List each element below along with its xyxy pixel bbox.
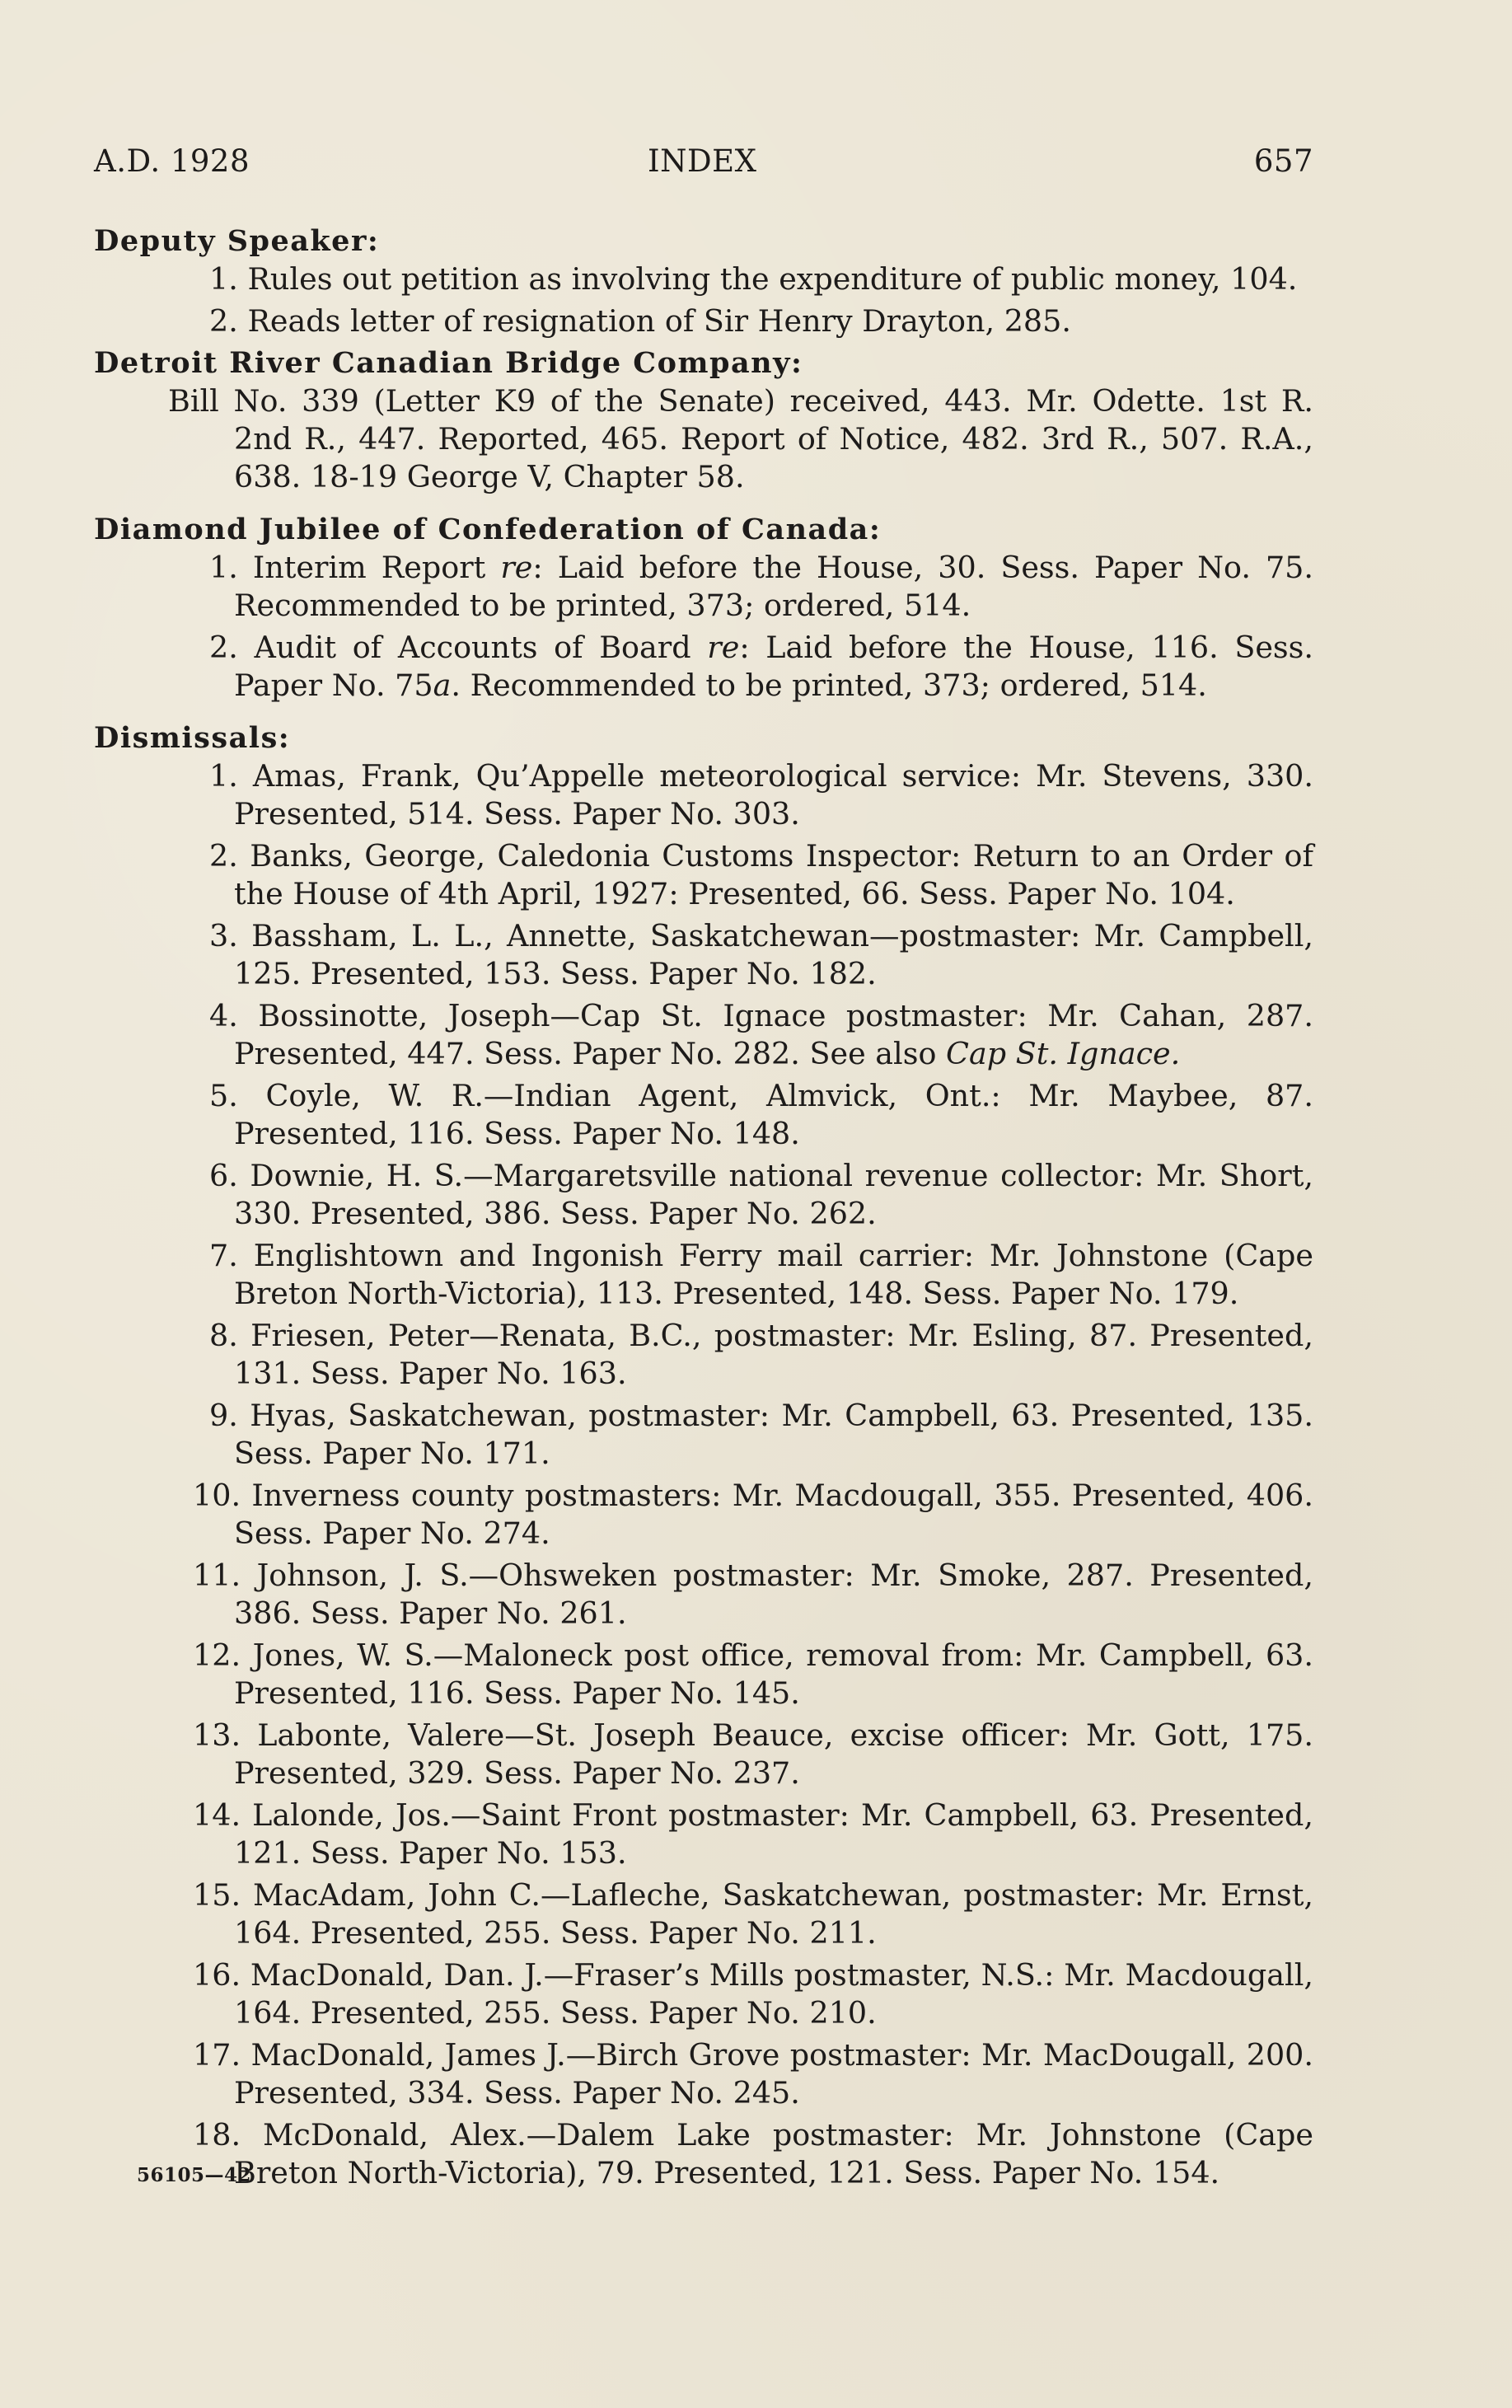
- page-number: 657: [1253, 143, 1313, 179]
- entry-number: 6.: [209, 1158, 238, 1193]
- header-year: A.D. 1928: [94, 143, 250, 179]
- entry-text: Banks, George, Caledonia Customs Inspector: Return to an Order of the House of 4th April, 1927: Presented, 66. Sess. Paper No. 104.: [234, 838, 1313, 911]
- index-entry: [94, 1717, 1313, 1792]
- running-head: [94, 143, 1313, 185]
- entry-text: Johnson, J. S.—Ohsweken postmaster: Mr. Smoke, 287. Presented, 386. Sess. Paper No. 261.: [234, 1558, 1313, 1631]
- entry-number: 3.: [209, 918, 238, 953]
- entry-number: 15.: [193, 1877, 241, 1913]
- index-heading-dismissals: Dismissals:: [94, 721, 291, 755]
- index-entry: [94, 1317, 1313, 1393]
- entry-text: Englishtown and Ingonish Ferry mail carrier: Mr. Johnstone (Cape Breton North-Victoria), 113. Presented, 148. Sess. Paper No. 179.: [234, 1238, 1313, 1311]
- entry-text: McDonald, Alex.—Dalem Lake postmaster: Mr. Johnstone (Cape Breton North-Victoria), 79. Presented, 121. Sess. Paper No. 154.: [234, 2117, 1313, 2190]
- index-entry: [94, 997, 1313, 1073]
- entry-number: 10.: [193, 1478, 241, 1513]
- entry-number: 5.: [209, 1078, 238, 1113]
- entry-text: Hyas, Saskatchewan, postmaster: Mr. Campbell, 63. Presented, 135. Sess. Paper No. 171.: [234, 1398, 1313, 1471]
- entry-number: 4.: [209, 998, 238, 1033]
- index-entry: [94, 1397, 1313, 1473]
- entry-number: 1.: [209, 261, 238, 297]
- entry-text: Bossinotte, Joseph—Cap St. Ignace postmaster: Mr. Cahan, 287. Presented, 447. Sess. Paper No. 282. See also: [234, 998, 1313, 1071]
- index-entry: [94, 629, 1313, 705]
- entry-number: 2.: [209, 630, 238, 665]
- entry-text: Lalonde, Jos.—Saint Front postmaster: Mr. Campbell, 63. Presented, 121. Sess. Paper No. 153.: [234, 1797, 1314, 1871]
- entry-text: Bassham, L. L., Annette, Saskatchewan—postmaster: Mr. Campbell, 125. Presented, 153. Sess. Paper No. 182.: [234, 918, 1313, 991]
- index-content: [94, 223, 1313, 2196]
- index-entry: [94, 1077, 1313, 1153]
- index-heading-diamond-jubilee: Diamond Jubilee of Confederation of Canada:: [94, 513, 882, 546]
- index-entry: [94, 1956, 1313, 2032]
- index-entry: [94, 1157, 1313, 1233]
- entry-number: 16.: [193, 1957, 241, 1993]
- entry-italic: Cap St. Ignace.: [946, 1036, 1181, 1071]
- index-heading-detroit-river: Detroit River Canadian Bridge Company:: [94, 346, 803, 380]
- entry-text: MacDonald, Dan. J.—Fraser’s Mills postmaster, N.S.: Mr. Macdougall, 164. Presented, 255. Sess. Paper No. 210.: [234, 1957, 1314, 2031]
- entry-text: Friesen, Peter—Renata, B.C., postmaster: Mr. Esling, 87. Presented, 131. Sess. Paper No. 163.: [234, 1318, 1313, 1391]
- entry-number: 2.: [209, 838, 238, 874]
- index-entry: [94, 757, 1313, 833]
- printer-code: 56105—42: [137, 2164, 252, 2186]
- index-entry: [94, 837, 1313, 913]
- entry-italic: re: [500, 550, 533, 585]
- entry-number: 1.: [209, 758, 238, 794]
- index-entry: [94, 302, 1313, 340]
- entry-text: . Recommended to be printed, 373; ordered, 514.: [451, 668, 1207, 703]
- index-entry: [94, 917, 1313, 993]
- index-entry: [94, 382, 1313, 496]
- entry-text: Inverness county postmasters: Mr. Macdougall, 355. Presented, 406. Sess. Paper No. 274.: [234, 1478, 1313, 1551]
- entry-number: 8.: [209, 1318, 238, 1353]
- entry-text: Bill No. 339 (Letter K9 of the Senate) received, 443. Mr. Odette. 1st R. 2nd R., 447. Reported, 465. Report of Notice, 482. 3rd R., 507. R.A., 638. 18-19 George V, Chapter 58.: [168, 383, 1313, 494]
- entry-text: : Laid before the House, 116. Sess. Paper No. 75: [234, 630, 1313, 703]
- entry-number: 1.: [209, 550, 238, 585]
- index-entry: [94, 1797, 1313, 1872]
- entry-number: 17.: [193, 2037, 241, 2073]
- header-title: INDEX: [648, 143, 757, 179]
- entry-text: MacAdam, John C.—Lafleche, Saskatchewan, postmaster: Mr. Ernst, 164. Presented, 255. Sess. Paper No. 211.: [234, 1877, 1313, 1951]
- entry-text: MacDonald, James J.—Birch Grove postmaster: Mr. MacDougall, 200. Presented, 334. Sess. Paper No. 245.: [234, 2037, 1313, 2111]
- index-entry: [94, 260, 1313, 298]
- index-entry: [94, 1477, 1313, 1553]
- entry-text: Jones, W. S.—Maloneck post office, removal from: Mr. Campbell, 63. Presented, 116. Sess. Paper No. 145.: [234, 1637, 1314, 1711]
- entry-number: 18.: [193, 2117, 241, 2153]
- index-entry: [94, 1557, 1313, 1633]
- index-entry: [94, 1876, 1313, 1952]
- entry-text: Downie, H. S.—Margaretsville national revenue collector: Mr. Short, 330. Presented, 386. Sess. Paper No. 262.: [234, 1158, 1313, 1231]
- entry-text: Amas, Frank, Qu’Appelle meteorological service: Mr. Stevens, 330. Presented, 514. Sess. Paper No. 303.: [234, 758, 1313, 832]
- entry-number: 11.: [193, 1558, 241, 1593]
- index-entry: [94, 2036, 1313, 2112]
- entry-text: Coyle, W. R.—Indian Agent, Almvick, Ont.: Mr. Maybee, 87. Presented, 116. Sess. Paper No. 148.: [234, 1078, 1313, 1151]
- entry-number: 7.: [209, 1238, 238, 1273]
- entry-text: Audit of Accounts of Board: [254, 630, 708, 665]
- entry-text: Rules out petition as involving the expenditure of public money, 104.: [247, 261, 1298, 297]
- index-heading-deputy-speaker: Deputy Speaker:: [94, 224, 380, 258]
- entry-number: 14.: [193, 1797, 241, 1833]
- entry-italic: a: [433, 668, 452, 703]
- entry-number: 2.: [209, 303, 238, 339]
- index-entry: [94, 549, 1313, 625]
- entry-text: Interim Report: [252, 550, 501, 585]
- entry-text: Labonte, Valere—St. Joseph Beauce, excise officer: Mr. Gott, 175. Presented, 329. Sess. Paper No. 237.: [234, 1717, 1313, 1791]
- index-entry: [94, 2116, 1313, 2192]
- index-entry: [94, 1237, 1313, 1313]
- entry-number: 12.: [193, 1637, 241, 1673]
- index-entry: [94, 1637, 1313, 1712]
- entry-number: 9.: [209, 1398, 238, 1433]
- entry-text: : Laid before the House, 30. Sess. Paper No. 75. Recommended to be printed, 373; ordered, 514.: [234, 550, 1314, 623]
- entry-italic: re: [707, 630, 740, 665]
- entry-text: Reads letter of resignation of Sir Henry Drayton, 285.: [247, 303, 1071, 339]
- entry-number: 13.: [193, 1717, 241, 1753]
